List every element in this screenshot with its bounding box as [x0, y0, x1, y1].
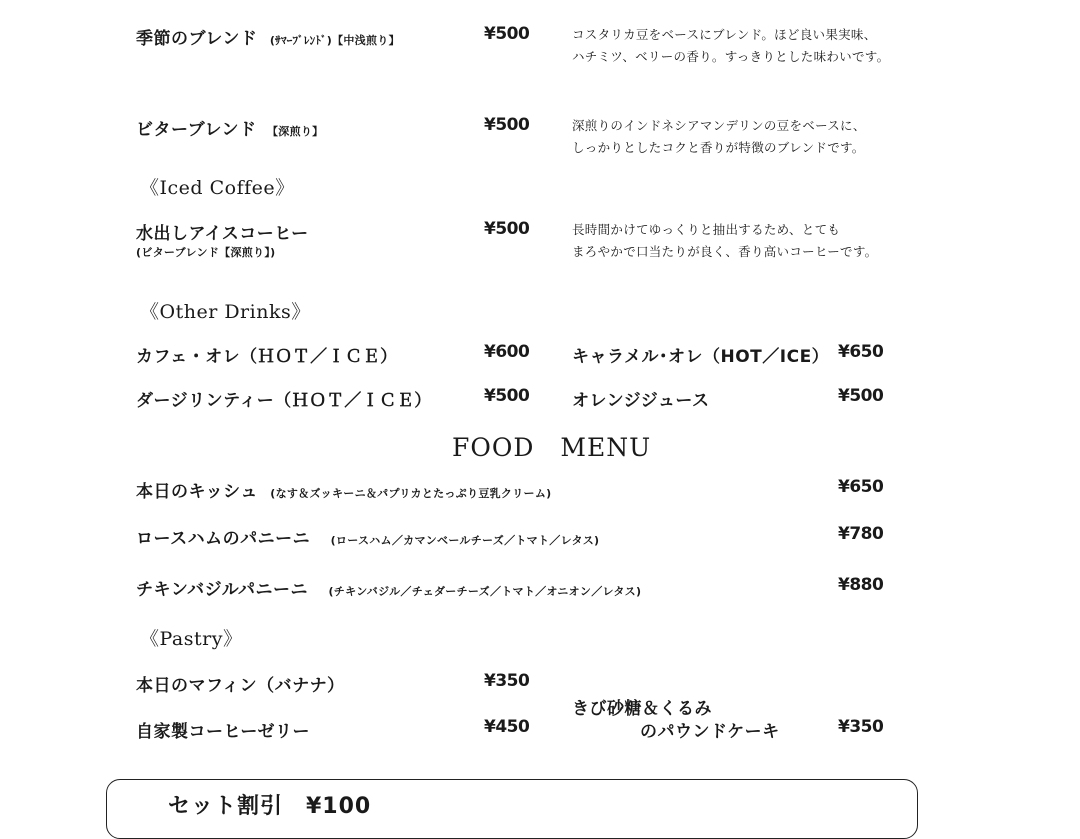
coffee-jelly-price: ¥450 — [484, 717, 530, 737]
muffin-name: 本日のマフィン（バナナ） — [136, 676, 345, 696]
darjeeling-name: ダージリンティー（ＨＯＴ／ＩＣＥ） — [136, 391, 432, 411]
quiche-price: ¥650 — [838, 477, 884, 497]
cold-brew-note: (ビターブレンド【深煎り】) — [136, 246, 276, 259]
bitter-blend-description: 深煎りのインドネシアマンデリンの豆をベースに、 しっかりとしたコクと香りが特徴のブレンドです。 — [572, 118, 866, 155]
cold-brew-price: ¥500 — [484, 219, 530, 239]
quiche-name: 本日のキッシュ (なす＆ズッキーニ＆パプリカとたっぷり豆乳クリーム) — [136, 482, 552, 502]
other-drinks-heading: 《Other Drinks》 — [140, 301, 311, 323]
bitter-blend-price: ¥500 — [484, 115, 530, 135]
pound-cake-name-line2: のパウンドケーキ — [640, 722, 780, 742]
set-discount-text: セット割引 ¥100 — [168, 794, 372, 819]
ham-panini-name: ロースハムのパニーニ (ロースハム／カマンベールチーズ／トマト／レタス) — [136, 529, 600, 549]
pastry-heading: 《Pastry》 — [140, 628, 243, 650]
coffee-jelly-name: 自家製コーヒーゼリー — [136, 722, 310, 742]
cafe-au-lait-name: カフェ・オレ（ＨＯＴ／ＩＣＥ） — [136, 347, 398, 367]
cold-brew-name: 水出しアイスコーヒー — [136, 224, 309, 244]
orange-juice-name: オレンジジュース — [572, 391, 710, 411]
pound-cake-price: ¥350 — [838, 717, 884, 737]
quiche-note: (なす＆ズッキーニ＆パプリカとたっぷり豆乳クリーム) — [270, 487, 552, 500]
food-menu-title: FOOD MENU — [452, 433, 652, 462]
pound-cake-name-line1: きび砂糖＆くるみ — [572, 699, 712, 719]
chicken-panini-note: (チキンバジル／チェダーチーズ／トマト／オニオン／レタス) — [328, 585, 642, 598]
ham-panini-price: ¥780 — [838, 524, 884, 544]
caramel-au-lait-name: キャラメル･オレ（HOT／ICE） — [572, 347, 830, 367]
bitter-blend-name: ビターブレンド 【深煎り】 — [136, 120, 324, 140]
muffin-price: ¥350 — [484, 671, 530, 691]
darjeeling-price: ¥500 — [484, 386, 530, 406]
ham-panini-note: (ロースハム／カマンベールチーズ／トマト／レタス) — [330, 534, 600, 547]
orange-juice-price: ¥500 — [838, 386, 884, 406]
iced-coffee-heading: 《Iced Coffee》 — [140, 177, 295, 199]
seasonal-blend-description: コスタリカ豆をベースにブレンド。ほど良い果実味、 ハチミツ、ベリーの香り。すっきりとした味わいです。 — [572, 27, 890, 64]
caramel-au-lait-price: ¥650 — [838, 342, 884, 362]
cafe-au-lait-price: ¥600 — [484, 342, 530, 362]
seasonal-blend-note: (ｻﾏｰﾌﾞﾚﾝﾄﾞ)【中浅煎り】 — [269, 34, 400, 47]
bitter-blend-note: 【深煎り】 — [266, 125, 324, 138]
seasonal-blend-price: ¥500 — [484, 24, 530, 44]
cold-brew-description: 長時間かけてゆっくりと抽出するため、とても まろやかで口当たりが良く、香り高いコーヒーです。 — [572, 222, 878, 259]
chicken-panini-name: チキンバジルパニーニ (チキンバジル／チェダーチーズ／トマト／オニオン／レタス) — [136, 580, 642, 600]
chicken-panini-price: ¥880 — [838, 575, 884, 595]
seasonal-blend-name: 季節のブレンド (ｻﾏｰﾌﾞﾚﾝﾄﾞ)【中浅煎り】 — [136, 29, 400, 49]
